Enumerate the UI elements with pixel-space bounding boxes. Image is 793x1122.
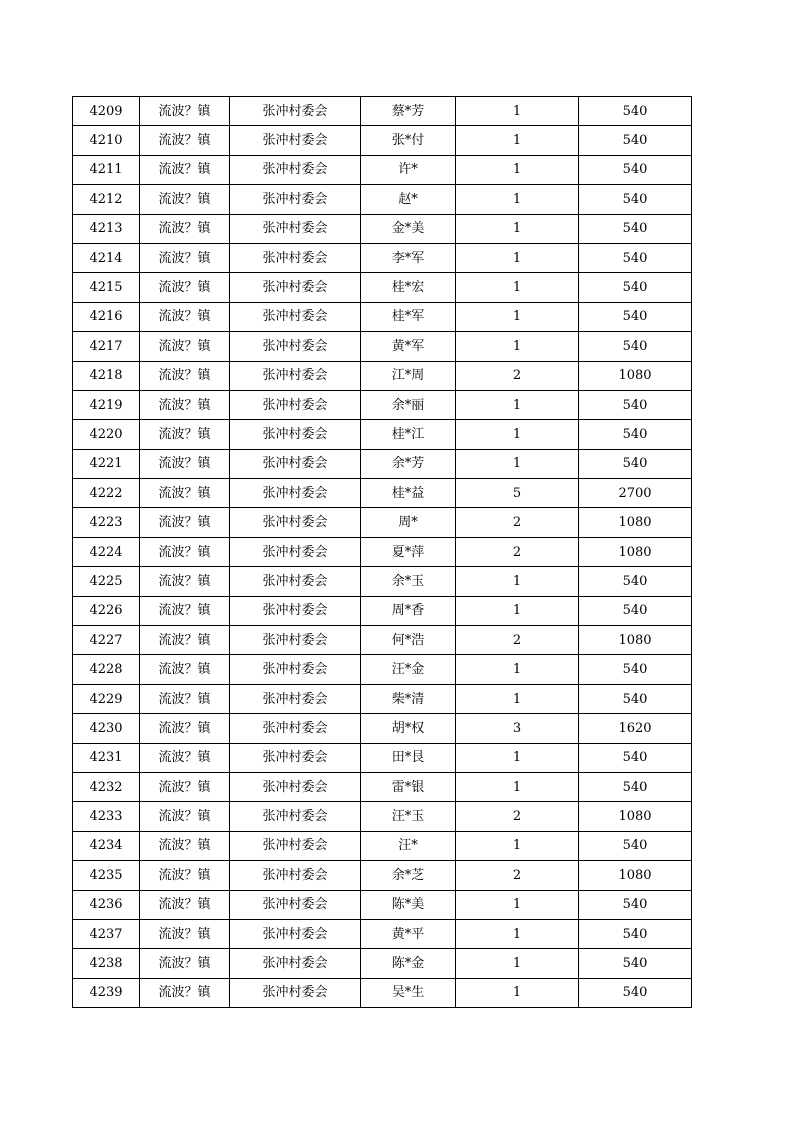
name-cell: 余*玉 — [361, 567, 456, 596]
amount-cell: 540 — [579, 978, 692, 1007]
town-cell: 流波？镇 — [140, 890, 230, 919]
town-cell: 流波？镇 — [140, 743, 230, 772]
name-cell: 黄*军 — [361, 332, 456, 361]
serial-number-cell: 4230 — [73, 714, 140, 743]
village-committee-cell: 张冲村委会 — [230, 155, 361, 184]
table-row — [73, 390, 692, 419]
table-row — [73, 626, 692, 655]
village-committee-cell: 张冲村委会 — [230, 596, 361, 625]
household-count-cell: 1 — [456, 302, 579, 331]
amount-cell: 1080 — [579, 626, 692, 655]
village-committee-cell: 张冲村委会 — [230, 97, 361, 126]
table-row — [73, 831, 692, 860]
household-count-cell: 1 — [456, 919, 579, 948]
amount-cell: 540 — [579, 449, 692, 478]
serial-number-cell: 4229 — [73, 684, 140, 713]
town-cell: 流波？镇 — [140, 508, 230, 537]
serial-number-cell: 4238 — [73, 949, 140, 978]
household-count-cell: 1 — [456, 567, 579, 596]
serial-number-cell: 4221 — [73, 449, 140, 478]
town-cell: 流波？镇 — [140, 714, 230, 743]
town-cell: 流波？镇 — [140, 831, 230, 860]
household-count-cell: 1 — [456, 185, 579, 214]
serial-number-cell: 4215 — [73, 273, 140, 302]
village-committee-cell: 张冲村委会 — [230, 302, 361, 331]
amount-cell: 540 — [579, 919, 692, 948]
table-row — [73, 949, 692, 978]
amount-cell: 540 — [579, 273, 692, 302]
village-committee-cell: 张冲村委会 — [230, 567, 361, 596]
town-cell: 流波？镇 — [140, 390, 230, 419]
table-row — [73, 97, 692, 126]
village-committee-cell: 张冲村委会 — [230, 508, 361, 537]
household-count-cell: 1 — [456, 390, 579, 419]
name-cell: 李*军 — [361, 243, 456, 272]
household-count-cell: 1 — [456, 243, 579, 272]
table-row — [73, 155, 692, 184]
name-cell: 余*丽 — [361, 390, 456, 419]
town-cell: 流波？镇 — [140, 449, 230, 478]
village-committee-cell: 张冲村委会 — [230, 772, 361, 801]
serial-number-cell: 4210 — [73, 126, 140, 155]
amount-cell: 540 — [579, 155, 692, 184]
town-cell: 流波？镇 — [140, 185, 230, 214]
town-cell: 流波？镇 — [140, 684, 230, 713]
table-row — [73, 273, 692, 302]
serial-number-cell: 4233 — [73, 802, 140, 831]
town-cell: 流波？镇 — [140, 97, 230, 126]
village-committee-cell: 张冲村委会 — [230, 214, 361, 243]
name-cell: 金*美 — [361, 214, 456, 243]
household-count-cell: 1 — [456, 273, 579, 302]
town-cell: 流波？镇 — [140, 772, 230, 801]
serial-number-cell: 4220 — [73, 420, 140, 449]
amount-cell: 540 — [579, 743, 692, 772]
serial-number-cell: 4225 — [73, 567, 140, 596]
serial-number-cell: 4223 — [73, 508, 140, 537]
table-row — [73, 185, 692, 214]
town-cell: 流波？镇 — [140, 155, 230, 184]
table-row — [73, 361, 692, 390]
serial-number-cell: 4217 — [73, 332, 140, 361]
amount-cell: 540 — [579, 185, 692, 214]
name-cell: 桂*江 — [361, 420, 456, 449]
village-committee-cell: 张冲村委会 — [230, 185, 361, 214]
household-count-cell: 2 — [456, 361, 579, 390]
town-cell: 流波？镇 — [140, 537, 230, 566]
household-count-cell: 2 — [456, 537, 579, 566]
table-row — [73, 890, 692, 919]
table-row — [73, 655, 692, 684]
table-row — [73, 978, 692, 1007]
village-committee-cell: 张冲村委会 — [230, 949, 361, 978]
table-row — [73, 332, 692, 361]
village-committee-cell: 张冲村委会 — [230, 684, 361, 713]
name-cell: 桂*军 — [361, 302, 456, 331]
household-count-cell: 2 — [456, 802, 579, 831]
village-committee-cell: 张冲村委会 — [230, 420, 361, 449]
town-cell: 流波？镇 — [140, 302, 230, 331]
household-count-cell: 1 — [456, 743, 579, 772]
town-cell: 流波？镇 — [140, 273, 230, 302]
serial-number-cell: 4209 — [73, 97, 140, 126]
serial-number-cell: 4237 — [73, 919, 140, 948]
table-row — [73, 802, 692, 831]
table-row — [73, 479, 692, 508]
serial-number-cell: 4235 — [73, 861, 140, 890]
town-cell: 流波？镇 — [140, 978, 230, 1007]
village-committee-cell: 张冲村委会 — [230, 919, 361, 948]
table-row — [73, 919, 692, 948]
amount-cell: 540 — [579, 97, 692, 126]
village-committee-cell: 张冲村委会 — [230, 714, 361, 743]
village-committee-cell: 张冲村委会 — [230, 861, 361, 890]
amount-cell: 540 — [579, 655, 692, 684]
serial-number-cell: 4224 — [73, 537, 140, 566]
amount-cell: 2700 — [579, 479, 692, 508]
serial-number-cell: 4226 — [73, 596, 140, 625]
household-count-cell: 1 — [456, 831, 579, 860]
amount-cell: 540 — [579, 949, 692, 978]
serial-number-cell: 4216 — [73, 302, 140, 331]
name-cell: 蔡*芳 — [361, 97, 456, 126]
name-cell: 桂*宏 — [361, 273, 456, 302]
town-cell: 流波？镇 — [140, 332, 230, 361]
amount-cell: 1080 — [579, 802, 692, 831]
household-count-cell: 1 — [456, 890, 579, 919]
name-cell: 许* — [361, 155, 456, 184]
amount-cell: 1080 — [579, 508, 692, 537]
amount-cell: 540 — [579, 890, 692, 919]
household-count-cell: 1 — [456, 655, 579, 684]
name-cell: 周*香 — [361, 596, 456, 625]
serial-number-cell: 4213 — [73, 214, 140, 243]
amount-cell: 540 — [579, 684, 692, 713]
amount-cell: 540 — [579, 126, 692, 155]
village-committee-cell: 张冲村委会 — [230, 479, 361, 508]
serial-number-cell: 4228 — [73, 655, 140, 684]
town-cell: 流波？镇 — [140, 655, 230, 684]
household-count-cell: 5 — [456, 479, 579, 508]
table-row — [73, 243, 692, 272]
household-count-cell: 1 — [456, 332, 579, 361]
household-count-cell: 1 — [456, 978, 579, 1007]
serial-number-cell: 4232 — [73, 772, 140, 801]
serial-number-cell: 4231 — [73, 743, 140, 772]
roster-table-body — [73, 97, 692, 1008]
amount-cell: 540 — [579, 332, 692, 361]
town-cell: 流波？镇 — [140, 361, 230, 390]
town-cell: 流波？镇 — [140, 420, 230, 449]
serial-number-cell: 4218 — [73, 361, 140, 390]
town-cell: 流波？镇 — [140, 626, 230, 655]
table-row — [73, 684, 692, 713]
name-cell: 余*芝 — [361, 861, 456, 890]
serial-number-cell: 4211 — [73, 155, 140, 184]
roster-table — [72, 96, 692, 1008]
village-committee-cell: 张冲村委会 — [230, 890, 361, 919]
serial-number-cell: 4214 — [73, 243, 140, 272]
serial-number-cell: 4236 — [73, 890, 140, 919]
amount-cell: 1080 — [579, 361, 692, 390]
household-count-cell: 2 — [456, 626, 579, 655]
name-cell: 黄*平 — [361, 919, 456, 948]
name-cell: 汪*金 — [361, 655, 456, 684]
amount-cell: 540 — [579, 243, 692, 272]
village-committee-cell: 张冲村委会 — [230, 537, 361, 566]
name-cell: 汪* — [361, 831, 456, 860]
name-cell: 陈*美 — [361, 890, 456, 919]
serial-number-cell: 4227 — [73, 626, 140, 655]
household-count-cell: 1 — [456, 155, 579, 184]
name-cell: 赵* — [361, 185, 456, 214]
table-row — [73, 302, 692, 331]
town-cell: 流波？镇 — [140, 214, 230, 243]
table-row — [73, 537, 692, 566]
table-row — [73, 567, 692, 596]
household-count-cell: 1 — [456, 949, 579, 978]
serial-number-cell: 4222 — [73, 479, 140, 508]
village-committee-cell: 张冲村委会 — [230, 449, 361, 478]
village-committee-cell: 张冲村委会 — [230, 361, 361, 390]
amount-cell: 540 — [579, 420, 692, 449]
village-committee-cell: 张冲村委会 — [230, 273, 361, 302]
table-row — [73, 772, 692, 801]
town-cell: 流波？镇 — [140, 802, 230, 831]
name-cell: 汪*玉 — [361, 802, 456, 831]
table-row — [73, 449, 692, 478]
amount-cell: 540 — [579, 831, 692, 860]
name-cell: 吴*生 — [361, 978, 456, 1007]
household-count-cell: 1 — [456, 449, 579, 478]
amount-cell: 1080 — [579, 861, 692, 890]
village-committee-cell: 张冲村委会 — [230, 802, 361, 831]
table-row — [73, 126, 692, 155]
household-count-cell: 1 — [456, 772, 579, 801]
village-committee-cell: 张冲村委会 — [230, 332, 361, 361]
name-cell: 江*周 — [361, 361, 456, 390]
name-cell: 周* — [361, 508, 456, 537]
table-row — [73, 743, 692, 772]
name-cell: 柴*清 — [361, 684, 456, 713]
amount-cell: 540 — [579, 567, 692, 596]
village-committee-cell: 张冲村委会 — [230, 978, 361, 1007]
household-count-cell: 1 — [456, 97, 579, 126]
table-row — [73, 214, 692, 243]
household-count-cell: 1 — [456, 126, 579, 155]
household-count-cell: 3 — [456, 714, 579, 743]
serial-number-cell: 4239 — [73, 978, 140, 1007]
name-cell: 余*芳 — [361, 449, 456, 478]
town-cell: 流波？镇 — [140, 243, 230, 272]
town-cell: 流波？镇 — [140, 949, 230, 978]
amount-cell: 1080 — [579, 537, 692, 566]
name-cell: 陈*金 — [361, 949, 456, 978]
village-committee-cell: 张冲村委会 — [230, 390, 361, 419]
serial-number-cell: 4212 — [73, 185, 140, 214]
table-row — [73, 596, 692, 625]
household-count-cell: 1 — [456, 596, 579, 625]
town-cell: 流波？镇 — [140, 596, 230, 625]
household-count-cell: 2 — [456, 508, 579, 537]
household-count-cell: 1 — [456, 684, 579, 713]
household-count-cell: 2 — [456, 861, 579, 890]
amount-cell: 540 — [579, 302, 692, 331]
name-cell: 何*浩 — [361, 626, 456, 655]
village-committee-cell: 张冲村委会 — [230, 626, 361, 655]
village-committee-cell: 张冲村委会 — [230, 243, 361, 272]
name-cell: 桂*益 — [361, 479, 456, 508]
table-row — [73, 508, 692, 537]
village-committee-cell: 张冲村委会 — [230, 126, 361, 155]
household-count-cell: 1 — [456, 420, 579, 449]
amount-cell: 1620 — [579, 714, 692, 743]
amount-cell: 540 — [579, 772, 692, 801]
name-cell: 田*艮 — [361, 743, 456, 772]
table-row — [73, 861, 692, 890]
household-count-cell: 1 — [456, 214, 579, 243]
town-cell: 流波？镇 — [140, 479, 230, 508]
serial-number-cell: 4219 — [73, 390, 140, 419]
town-cell: 流波？镇 — [140, 919, 230, 948]
name-cell: 张*付 — [361, 126, 456, 155]
amount-cell: 540 — [579, 390, 692, 419]
amount-cell: 540 — [579, 214, 692, 243]
name-cell: 雷*银 — [361, 772, 456, 801]
amount-cell: 540 — [579, 596, 692, 625]
village-committee-cell: 张冲村委会 — [230, 743, 361, 772]
name-cell: 胡*权 — [361, 714, 456, 743]
town-cell: 流波？镇 — [140, 567, 230, 596]
town-cell: 流波？镇 — [140, 861, 230, 890]
village-committee-cell: 张冲村委会 — [230, 655, 361, 684]
village-committee-cell: 张冲村委会 — [230, 831, 361, 860]
serial-number-cell: 4234 — [73, 831, 140, 860]
town-cell: 流波？镇 — [140, 126, 230, 155]
table-row — [73, 420, 692, 449]
name-cell: 夏*萍 — [361, 537, 456, 566]
table-row — [73, 714, 692, 743]
